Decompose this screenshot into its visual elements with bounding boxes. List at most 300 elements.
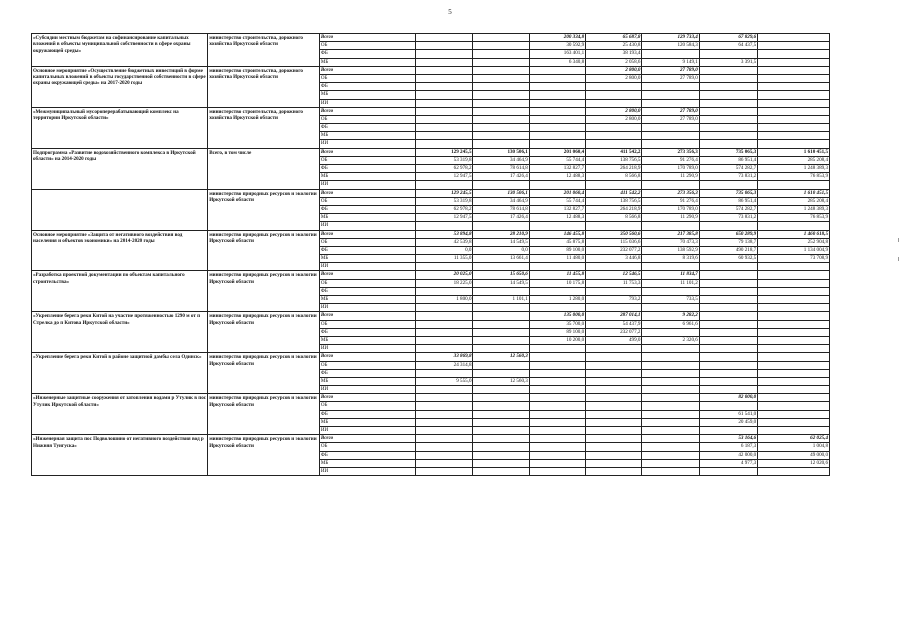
amount-cell <box>642 451 699 459</box>
amount-cell: 132 827,7 <box>529 205 585 213</box>
amount-cell: 8 566,8 <box>586 173 642 181</box>
measure-description: «Укрепление берега реки Китой в районе защитной дамбы села Одинск» <box>32 353 208 394</box>
amount-cell: 45 875,8 <box>529 238 585 246</box>
amount-cell <box>586 467 642 475</box>
amount-cell <box>758 377 830 385</box>
amount-cell: 232 077,2 <box>586 328 642 336</box>
amount-cell: 86 951,4 <box>699 156 757 164</box>
amount-cell <box>529 386 585 394</box>
amount-cell: 170 789,0 <box>642 165 699 173</box>
amount-cell <box>758 42 830 50</box>
amount-cell: 201 060,4 <box>529 189 585 197</box>
amount-cell: 3 446,8 <box>586 255 642 263</box>
amount-cell <box>758 58 830 66</box>
amount-cell <box>642 377 699 385</box>
table-row <box>32 435 830 443</box>
amount-cell <box>416 132 473 140</box>
amount-cell: 6 340,8 <box>529 58 585 66</box>
amount-cell <box>586 443 642 451</box>
amount-cell <box>529 91 585 99</box>
responsible-executor: министерство строительства, дорожного хозяйства Иркутской области <box>208 66 320 107</box>
amount-cell <box>473 369 529 377</box>
amount-cell: 55 744,4 <box>529 197 585 205</box>
amount-cell <box>699 345 757 353</box>
amount-cell <box>758 320 830 328</box>
amount-cell <box>586 140 642 148</box>
amount-cell: 1 134 004,9 <box>758 246 830 254</box>
amount-cell <box>529 222 585 230</box>
amount-cell: 1 460 618,5 <box>758 230 830 238</box>
amount-cell <box>586 83 642 91</box>
amount-cell <box>586 427 642 435</box>
table-row <box>32 148 830 156</box>
amount-cell <box>699 369 757 377</box>
amount-cell <box>473 124 529 132</box>
amount-cell: 8 566,8 <box>586 214 642 222</box>
amount-cell <box>473 132 529 140</box>
amount-cell <box>586 99 642 107</box>
margin-mark <box>898 257 899 261</box>
measure-description: «Субсидии местным бюджетам на софинансирование капитальных вложений в объекты муниципальной собственности в сфере охраны окружающей среды» <box>32 34 208 67</box>
amount-cell <box>758 328 830 336</box>
amount-cell: 14 549,5 <box>473 279 529 287</box>
amount-cell <box>758 296 830 304</box>
amount-cell <box>586 222 642 230</box>
amount-cell: 33 869,8 <box>416 353 473 361</box>
funding-source: ИИ <box>319 427 415 435</box>
amount-cell: 53 894,8 <box>416 230 473 238</box>
amount-cell <box>586 451 642 459</box>
amount-cell <box>642 99 699 107</box>
funding-source: ИИ <box>319 140 415 148</box>
amount-cell <box>642 287 699 295</box>
responsible-executor: министерство природных ресурсов и экологии Иркутской области <box>208 312 320 353</box>
amount-cell: 61 541,0 <box>699 410 757 418</box>
amount-cell <box>529 435 585 443</box>
funding-source: ФБ <box>319 410 415 418</box>
amount-cell <box>699 107 757 115</box>
amount-cell <box>473 394 529 402</box>
amount-cell: 201 060,4 <box>529 148 585 156</box>
amount-cell <box>642 50 699 58</box>
amount-cell: 79 138,7 <box>699 238 757 246</box>
amount-cell: 411 542,2 <box>586 148 642 156</box>
amount-cell <box>416 345 473 353</box>
amount-cell: 129 245,5 <box>416 148 473 156</box>
table-row <box>32 271 830 279</box>
amount-cell <box>473 336 529 344</box>
amount-cell <box>529 181 585 189</box>
amount-cell: 130 506,1 <box>473 148 529 156</box>
amount-cell <box>699 467 757 475</box>
amount-cell <box>529 410 585 418</box>
amount-cell: 12 546,5 <box>586 271 642 279</box>
amount-cell: 73 708,9 <box>758 255 830 263</box>
amount-cell <box>758 304 830 312</box>
amount-cell <box>758 394 830 402</box>
responsible-executor: министерство строительства, дорожного хозяйства Иркутской области <box>208 34 320 67</box>
amount-cell: 14 549,5 <box>473 238 529 246</box>
page-number: 5 <box>448 8 452 16</box>
amount-cell: 12 947,5 <box>416 173 473 181</box>
measure-description: «Инженерная защита пос Подволошино от негативного воздействия вод р Нижняя Тунгуска» <box>32 435 208 476</box>
amount-cell <box>699 279 757 287</box>
amount-cell: 574 282,7 <box>699 165 757 173</box>
amount-cell <box>473 386 529 394</box>
amount-cell <box>642 304 699 312</box>
amount-cell: 12 020,6 <box>758 459 830 467</box>
amount-cell <box>416 34 473 42</box>
amount-cell <box>758 181 830 189</box>
amount-cell <box>699 427 757 435</box>
amount-cell: 574 282,7 <box>699 205 757 213</box>
amount-cell: 135 000,0 <box>529 312 585 320</box>
amount-cell <box>758 124 830 132</box>
amount-cell <box>416 328 473 336</box>
amount-cell <box>758 107 830 115</box>
amount-cell <box>699 312 757 320</box>
measure-description: «Разработка проектной документации по объектам капитального строительства» <box>32 271 208 312</box>
amount-cell <box>416 451 473 459</box>
funding-source: ОБ <box>319 197 415 205</box>
amount-cell: 27 789,0 <box>642 74 699 82</box>
amount-cell: 9 555,0 <box>416 377 473 385</box>
amount-cell <box>473 181 529 189</box>
amount-cell <box>699 402 757 410</box>
amount-cell <box>586 263 642 271</box>
amount-cell <box>758 74 830 82</box>
amount-cell <box>586 304 642 312</box>
funding-source: Всего <box>319 394 415 402</box>
amount-cell <box>642 263 699 271</box>
amount-cell: 1 004,8 <box>758 443 830 451</box>
amount-cell <box>416 66 473 74</box>
funding-source: МБ <box>319 58 415 66</box>
responsible-executor: министерство строительства, дорожного хозяйства Иркутской области <box>208 107 320 148</box>
measure-description: «Укрепление берега реки Китой на участие протяженностью 1290 м от п Стрелка до п Китова Иркутской области» <box>32 312 208 353</box>
amount-cell: 200 334,8 <box>529 34 585 42</box>
amount-cell <box>529 443 585 451</box>
amount-cell: 53 319,8 <box>416 156 473 164</box>
funding-source: МБ <box>319 255 415 263</box>
amount-cell <box>758 369 830 377</box>
amount-cell <box>699 74 757 82</box>
amount-cell: 20 025,0 <box>416 271 473 279</box>
amount-cell <box>758 427 830 435</box>
amount-cell <box>529 394 585 402</box>
amount-cell <box>642 222 699 230</box>
margin-mark <box>898 238 899 242</box>
amount-cell: 130 506,1 <box>473 189 529 197</box>
amount-cell: 9 149,1 <box>642 58 699 66</box>
amount-cell <box>529 115 585 123</box>
amount-cell: 8 319,6 <box>642 255 699 263</box>
amount-cell <box>586 394 642 402</box>
amount-cell <box>473 443 529 451</box>
amount-cell: 11 753,3 <box>586 279 642 287</box>
table-row <box>32 34 830 42</box>
amount-cell <box>529 377 585 385</box>
amount-cell <box>473 34 529 42</box>
amount-cell <box>416 115 473 123</box>
amount-cell: 11 290,9 <box>642 173 699 181</box>
amount-cell <box>699 328 757 336</box>
funding-source: ОБ <box>319 279 415 287</box>
amount-cell <box>758 279 830 287</box>
amount-cell <box>416 140 473 148</box>
amount-cell <box>586 459 642 467</box>
funding-source: Всего <box>319 148 415 156</box>
amount-cell <box>416 58 473 66</box>
amount-cell <box>758 271 830 279</box>
amount-cell <box>416 435 473 443</box>
amount-cell: 264 218,9 <box>586 165 642 173</box>
funding-source: МБ <box>319 336 415 344</box>
amount-cell <box>473 107 529 115</box>
funding-source: ФБ <box>319 83 415 91</box>
amount-cell <box>642 402 699 410</box>
amount-cell: 6 961,6 <box>642 320 699 328</box>
funding-source: МБ <box>319 377 415 385</box>
funding-source: Всего <box>319 189 415 197</box>
amount-cell <box>586 361 642 369</box>
amount-cell <box>699 99 757 107</box>
funding-source: ФБ <box>319 328 415 336</box>
amount-cell <box>416 287 473 295</box>
amount-cell: 232 077,2 <box>586 246 642 254</box>
amount-cell: 18 225,0 <box>416 279 473 287</box>
amount-cell <box>529 427 585 435</box>
funding-source: МБ <box>319 214 415 222</box>
amount-cell: 499,0 <box>586 336 642 344</box>
amount-cell: 735 065,3 <box>699 148 757 156</box>
amount-cell: 73 831,2 <box>699 173 757 181</box>
amount-cell: 2 800,0 <box>586 66 642 74</box>
amount-cell <box>473 42 529 50</box>
amount-cell <box>416 402 473 410</box>
amount-cell: 2 800,0 <box>586 115 642 123</box>
funding-source: ФБ <box>319 124 415 132</box>
amount-cell <box>758 222 830 230</box>
amount-cell <box>586 181 642 189</box>
amount-cell <box>586 377 642 385</box>
amount-cell: 64 437,5 <box>699 42 757 50</box>
amount-cell <box>529 304 585 312</box>
amount-cell <box>699 377 757 385</box>
funding-source: ФБ <box>319 246 415 254</box>
amount-cell <box>642 345 699 353</box>
amount-cell: 82 000,0 <box>699 394 757 402</box>
amount-cell <box>416 467 473 475</box>
measure-description <box>32 189 208 230</box>
responsible-executor: министерство природных ресурсов и экологии Иркутской области <box>208 353 320 394</box>
table-row <box>32 66 830 74</box>
amount-cell: 146 455,8 <box>529 230 585 238</box>
amount-cell <box>699 361 757 369</box>
amount-cell: 132 827,7 <box>529 165 585 173</box>
funding-source: ФБ <box>319 451 415 459</box>
responsible-executor: Всего, в том числе <box>208 148 320 189</box>
amount-cell <box>699 91 757 99</box>
amount-cell <box>758 361 830 369</box>
amount-cell <box>416 312 473 320</box>
amount-cell <box>416 369 473 377</box>
funding-source: ОБ <box>319 115 415 123</box>
amount-cell <box>473 83 529 91</box>
amount-cell <box>758 140 830 148</box>
amount-cell: 17 426,4 <box>473 214 529 222</box>
amount-cell <box>473 435 529 443</box>
amount-cell: 733,5 <box>642 296 699 304</box>
responsible-executor: министерство природных ресурсов и экологии Иркутской области <box>208 189 320 230</box>
amount-cell <box>473 58 529 66</box>
amount-cell <box>758 83 830 91</box>
amount-cell: 76 853,9 <box>758 173 830 181</box>
amount-cell <box>586 353 642 361</box>
amount-cell: 73 831,2 <box>699 214 757 222</box>
amount-cell <box>416 222 473 230</box>
funding-source: Всего <box>319 230 415 238</box>
amount-cell <box>642 369 699 377</box>
amount-cell <box>586 435 642 443</box>
amount-cell: 70 473,3 <box>642 238 699 246</box>
amount-cell: 60 932,5 <box>699 255 757 263</box>
amount-cell <box>473 320 529 328</box>
amount-cell <box>642 418 699 426</box>
amount-cell <box>642 361 699 369</box>
amount-cell: 35 700,0 <box>529 320 585 328</box>
amount-cell: 11 480,0 <box>529 255 585 263</box>
amount-cell: 163 401,1 <box>529 50 585 58</box>
amount-cell <box>758 34 830 42</box>
amount-cell: 17 426,4 <box>473 173 529 181</box>
amount-cell <box>642 124 699 132</box>
amount-cell <box>699 83 757 91</box>
amount-cell <box>699 66 757 74</box>
amount-cell: 30 592,9 <box>529 42 585 50</box>
amount-cell <box>529 74 585 82</box>
amount-cell <box>416 99 473 107</box>
funding-source: МБ <box>319 296 415 304</box>
amount-cell: 11 290,9 <box>642 214 699 222</box>
amount-cell <box>642 181 699 189</box>
amount-cell <box>473 99 529 107</box>
amount-cell <box>699 50 757 58</box>
amount-cell <box>586 402 642 410</box>
amount-cell: 15 650,6 <box>473 271 529 279</box>
amount-cell <box>529 418 585 426</box>
amount-cell <box>473 459 529 467</box>
amount-cell: 12 560,3 <box>473 377 529 385</box>
amount-cell <box>642 386 699 394</box>
amount-cell <box>642 83 699 91</box>
amount-cell <box>529 263 585 271</box>
amount-cell <box>642 140 699 148</box>
amount-cell: 89 100,0 <box>529 328 585 336</box>
funding-source: Всего <box>319 271 415 279</box>
amount-cell: 20 459,0 <box>699 418 757 426</box>
amount-cell <box>642 394 699 402</box>
amount-cell <box>416 443 473 451</box>
amount-cell <box>416 304 473 312</box>
amount-cell <box>758 50 830 58</box>
amount-cell <box>473 115 529 123</box>
funding-source: ИИ <box>319 386 415 394</box>
responsible-executor: министерство природных ресурсов и экологии Иркутской области <box>208 230 320 271</box>
funding-source: ИИ <box>319 181 415 189</box>
amount-cell <box>473 418 529 426</box>
amount-cell <box>642 467 699 475</box>
amount-cell <box>529 345 585 353</box>
amount-cell <box>529 124 585 132</box>
amount-cell <box>416 263 473 271</box>
amount-cell <box>416 427 473 435</box>
funding-source: МБ <box>319 91 415 99</box>
amount-cell <box>699 132 757 140</box>
amount-cell <box>642 435 699 443</box>
amount-cell <box>642 328 699 336</box>
amount-cell: 78 614,8 <box>473 205 529 213</box>
amount-cell: 1 101,1 <box>473 296 529 304</box>
amount-cell <box>473 50 529 58</box>
amount-cell: 62 025,4 <box>758 435 830 443</box>
amount-cell: 42 539,8 <box>416 238 473 246</box>
amount-cell <box>416 181 473 189</box>
amount-cell: 285 208,4 <box>758 156 830 164</box>
amount-cell <box>642 410 699 418</box>
amount-cell <box>416 320 473 328</box>
amount-cell: 0,0 <box>416 246 473 254</box>
amount-cell: 1 280,0 <box>529 296 585 304</box>
amount-cell <box>473 361 529 369</box>
funding-source: МБ <box>319 173 415 181</box>
amount-cell <box>758 467 830 475</box>
funding-source: МБ <box>319 459 415 467</box>
amount-cell <box>586 287 642 295</box>
amount-cell <box>758 410 830 418</box>
amount-cell: 2 320,6 <box>642 336 699 344</box>
amount-cell <box>473 140 529 148</box>
amount-cell <box>699 296 757 304</box>
amount-cell: 11 834,7 <box>642 271 699 279</box>
funding-source: Всего <box>319 66 415 74</box>
amount-cell <box>473 467 529 475</box>
responsible-executor: министерство природных ресурсов и экологии Иркутской области <box>208 435 320 476</box>
amount-cell: 38 193,4 <box>586 50 642 58</box>
amount-cell: 10 200,0 <box>529 336 585 344</box>
amount-cell <box>758 353 830 361</box>
amount-cell <box>586 124 642 132</box>
amount-cell: 129 733,4 <box>642 34 699 42</box>
amount-cell: 65 687,8 <box>586 34 642 42</box>
amount-cell <box>416 394 473 402</box>
amount-cell: 13 661,4 <box>473 255 529 263</box>
funding-source: МБ <box>319 418 415 426</box>
amount-cell: 1 248 389,3 <box>758 205 830 213</box>
funding-source: ИИ <box>319 222 415 230</box>
amount-cell: 490 218,7 <box>699 246 757 254</box>
amount-cell: 252 904,8 <box>758 238 830 246</box>
amount-cell <box>416 418 473 426</box>
amount-cell: 1 248 389,3 <box>758 165 830 173</box>
amount-cell: 735 065,3 <box>699 189 757 197</box>
amount-cell: 12 488,3 <box>529 173 585 181</box>
amount-cell <box>586 369 642 377</box>
amount-cell: 91 276,4 <box>642 156 699 164</box>
amount-cell: 1 610 451,5 <box>758 148 830 156</box>
amount-cell <box>699 336 757 344</box>
amount-cell: 285 208,4 <box>758 197 830 205</box>
